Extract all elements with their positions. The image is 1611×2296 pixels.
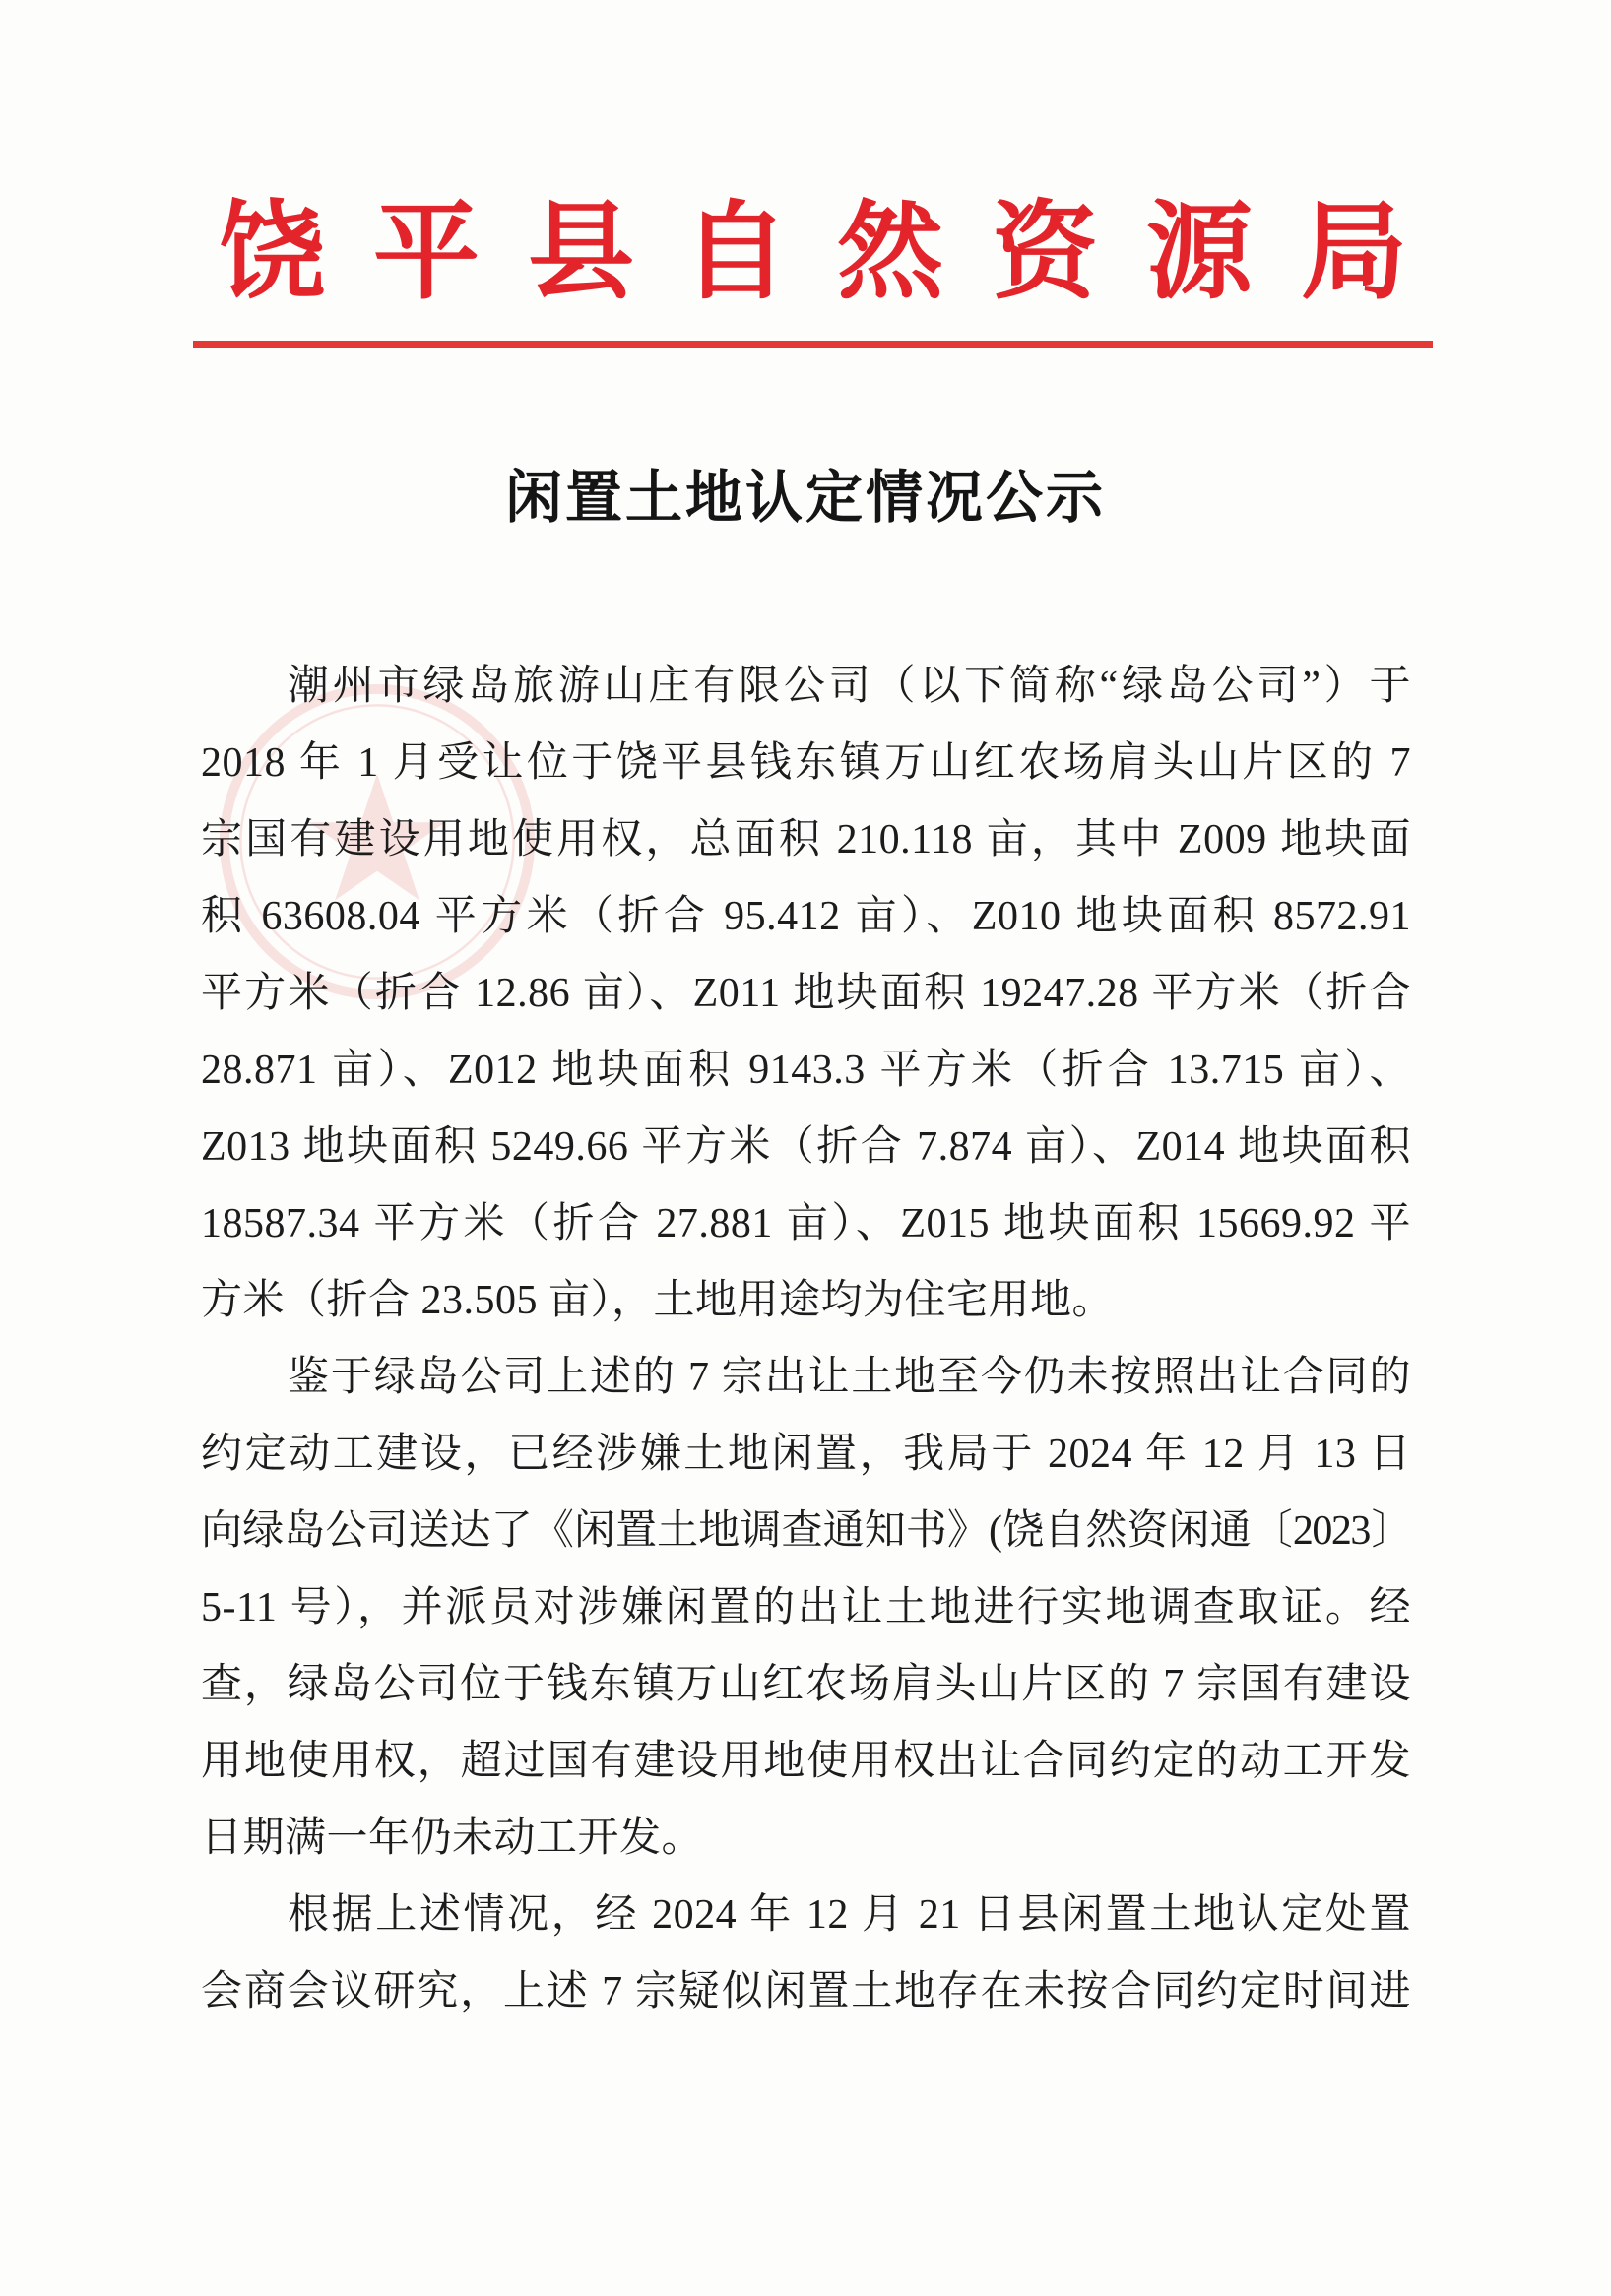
text-line: 28.871 亩）、Z012 地块面积 9143.3 平方米（折合 13.715 亩）、 xyxy=(201,1048,1411,1093)
document-title: 闲置土地认定情况公示 xyxy=(504,464,1106,531)
paragraph-3 xyxy=(201,1877,1411,2030)
text-line: 根据上述情况，经 2024 年 12 月 21 日县闲置土地认定处置 xyxy=(288,1892,1411,1938)
text-line: 潮州市绿岛旅游山庄有限公司（以下简称“绿岛公司”）于 xyxy=(288,664,1411,709)
text-line: 18587.34 平方米（折合 27.881 亩）、Z015 地块面积 15669.92 平 xyxy=(201,1201,1411,1246)
text-line: 会商会议研究，上述 7 宗疑似闲置土地存在未按合同约定时间进 xyxy=(201,1969,1411,2014)
text-line: 2018 年 1 月受让位于饶平县钱东镇万山红农场肩头山片区的 7 xyxy=(201,740,1411,786)
document-body xyxy=(201,648,1411,2030)
text-line: 日期满一年仍未动工开发。 xyxy=(201,1816,704,1861)
text-line: 宗国有建设用地使用权，总面积 210.118 亩，其中 Z009 地块面 xyxy=(201,817,1411,862)
text-line: 方米（折合 23.505 亩），土地用途均为住宅用地。 xyxy=(201,1278,1115,1323)
text-line: 5-11 号），并派员对涉嫌闲置的出让土地进行实地调查取证。经 xyxy=(201,1585,1411,1630)
agency-letterhead: 饶平县自然资源局 xyxy=(219,190,1456,314)
text-line: 积 63608.04 平方米（折合 95.412 亩）、Z010 地块面积 8572.91 xyxy=(201,894,1411,939)
text-line: 平方米（折合 12.86 亩）、Z011 地块面积 19247.28 平方米（折合 xyxy=(201,971,1411,1016)
paragraph-2 xyxy=(201,1339,1411,1877)
paragraph-1 xyxy=(201,648,1411,1339)
text-line: Z013 地块面积 5249.66 平方米（折合 7.874 亩）、Z014 地块面积 xyxy=(201,1124,1411,1170)
text-line: 用地使用权，超过国有建设用地使用权出让合同约定的动工开发 xyxy=(201,1739,1411,1784)
text-line: 鉴于绿岛公司上述的 7 宗出让土地至今仍未按照出让合同的 xyxy=(288,1355,1411,1400)
letterhead-red-rule xyxy=(193,341,1433,348)
text-line: 向绿岛公司送达了《闲置土地调查通知书》(饶自然资闲通〔2023〕 xyxy=(201,1508,1411,1554)
text-line: 查，绿岛公司位于钱东镇万山红农场肩头山片区的 7 宗国有建设 xyxy=(201,1662,1411,1707)
text-line: 约定动工建设，已经涉嫌土地闲置，我局于 2024 年 12 月 13 日 xyxy=(201,1432,1411,1477)
